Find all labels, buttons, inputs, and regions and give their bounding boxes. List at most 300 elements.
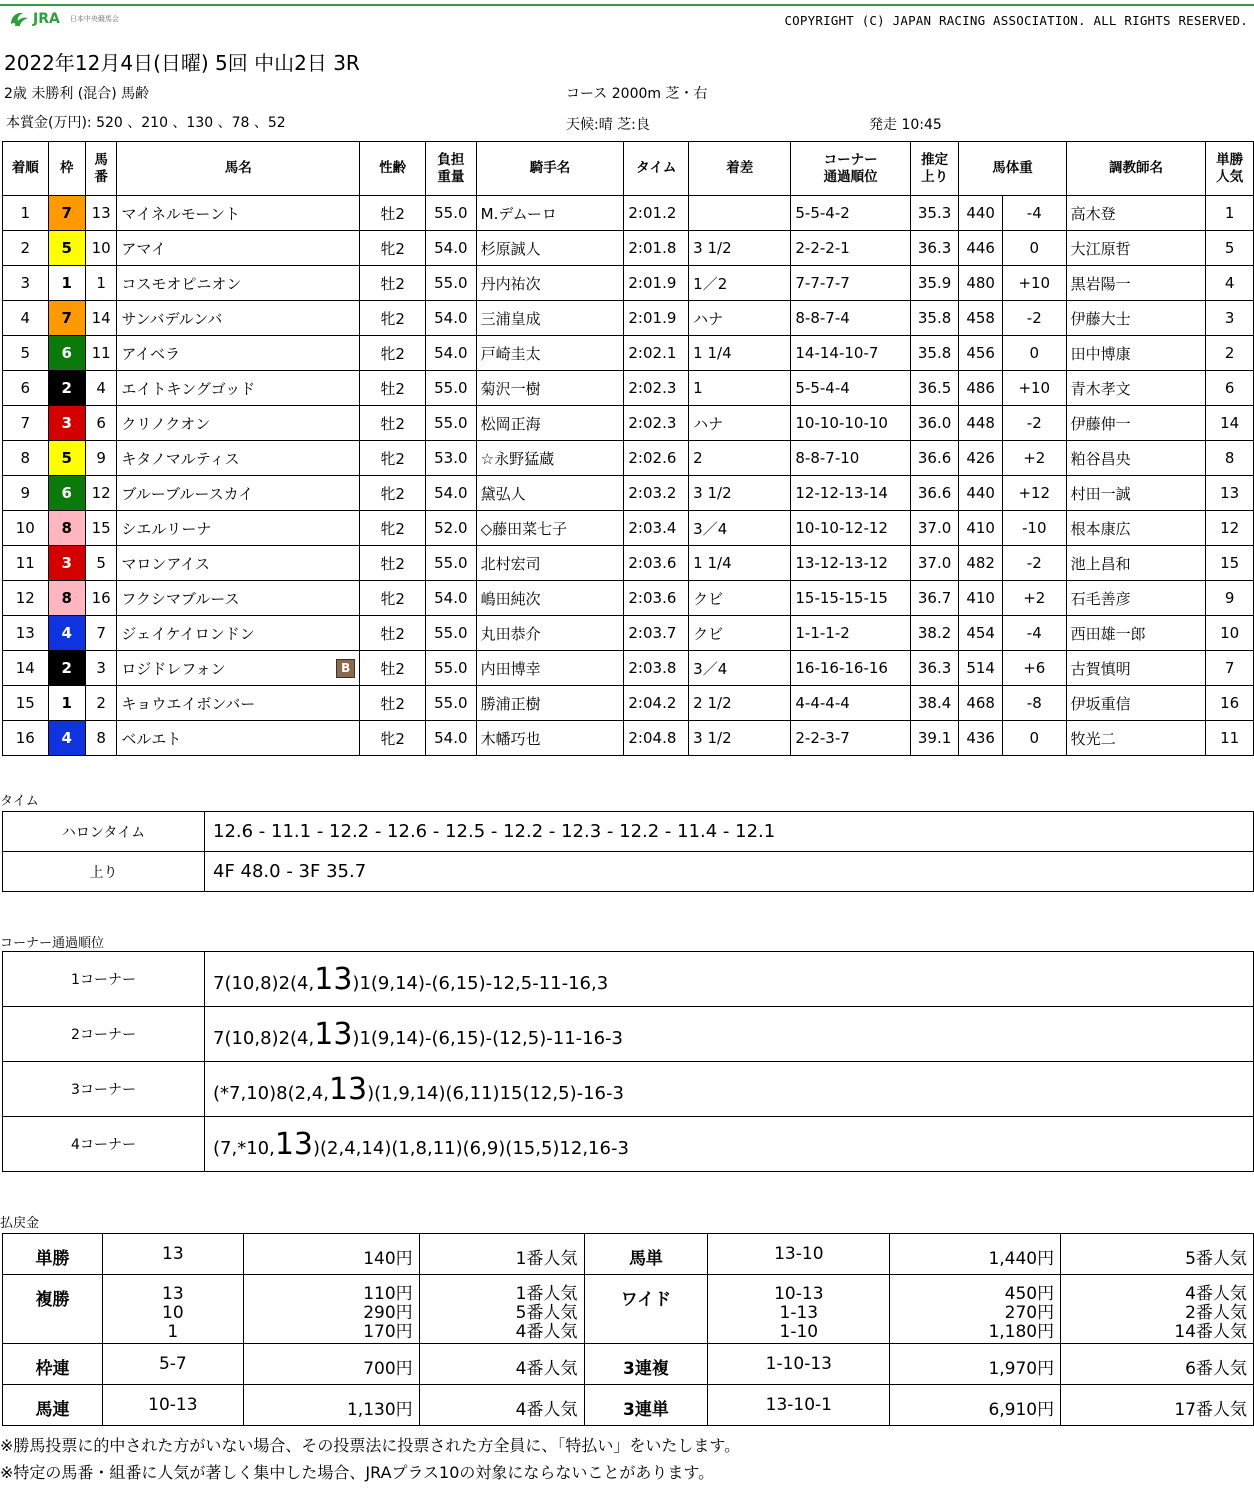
corner-cell: 10-10-10-10 xyxy=(791,406,910,441)
corner-cell: 2-2-2-1 xyxy=(791,231,910,266)
horse-name-cell[interactable] xyxy=(117,581,360,616)
waku-cell xyxy=(48,651,85,686)
weight-cell: 55.0 xyxy=(426,686,477,721)
race-start-time: 発走 10:45 xyxy=(869,117,942,133)
jockey-cell[interactable]: 杉原誠人 xyxy=(476,231,624,266)
margin-cell: 3／4 xyxy=(689,511,791,546)
trainer-cell[interactable]: 田中博康 xyxy=(1066,336,1206,371)
horse-name-cell[interactable] xyxy=(117,651,360,686)
payout-amount-line: 1,130円 xyxy=(346,1400,413,1420)
result-row xyxy=(3,266,1254,301)
trainer-cell[interactable]: 根本康広 xyxy=(1066,511,1206,546)
body-weight-cell: 458 xyxy=(959,301,1003,336)
waku-cell xyxy=(48,616,85,651)
weight-cell: 55.0 xyxy=(426,371,477,406)
horse-name-link[interactable]: フクシマブルース xyxy=(121,589,240,608)
race-title: 2022年12月4日(日曜) 5回 中山2日 3R xyxy=(4,51,360,75)
horse-name-cell[interactable] xyxy=(117,196,360,231)
payout-amount xyxy=(890,1234,1061,1275)
payout-amount-line: 170円 xyxy=(363,1322,413,1342)
weight-cell: 55.0 xyxy=(426,196,477,231)
sexage-cell: 牡2 xyxy=(360,686,426,721)
payout-amount-line: 700円 xyxy=(363,1359,413,1379)
sexage-cell: 牡2 xyxy=(360,371,426,406)
payout-popularity-line: 4番人気 xyxy=(1185,1284,1247,1304)
weight-cell: 55.0 xyxy=(426,651,477,686)
jockey-cell[interactable]: 戸崎圭太 xyxy=(476,336,624,371)
rank-cell: 13 xyxy=(3,616,49,651)
waku-badge: 6 xyxy=(49,476,85,510)
time-cell: 2:01.8 xyxy=(624,231,689,266)
payout-amount xyxy=(243,1344,419,1385)
margin-cell: クビ xyxy=(689,616,791,651)
trainer-cell[interactable]: 黒岩陽一 xyxy=(1066,266,1206,301)
horse-name-cell[interactable] xyxy=(117,441,360,476)
corner-cell: 7-7-7-7 xyxy=(791,266,910,301)
trainer-cell[interactable]: 村田一誠 xyxy=(1066,476,1206,511)
waku-badge: 7 xyxy=(49,301,85,335)
horse-name-link[interactable]: アイベラ xyxy=(121,344,180,363)
payout-amount xyxy=(243,1275,419,1344)
popularity-cell: 3 xyxy=(1206,301,1254,336)
horse-number-cell: 11 xyxy=(85,336,116,371)
trainer-cell[interactable]: 古賀慎明 xyxy=(1066,651,1206,686)
margin-cell: クビ xyxy=(689,581,791,616)
horse-name-link[interactable]: コスモオピニオン xyxy=(121,274,242,293)
rank-cell: 4 xyxy=(3,301,49,336)
payout-numbers xyxy=(708,1275,890,1344)
corner-cell: 4-4-4-4 xyxy=(791,686,910,721)
rank-cell: 11 xyxy=(3,546,49,581)
last3f-cell: 38.4 xyxy=(910,686,959,721)
last3f-cell: 36.6 xyxy=(910,441,959,476)
col-margin: 着差 xyxy=(689,142,791,196)
body-weight-diff-cell: +10 xyxy=(1002,371,1066,406)
horse-number-cell: 10 xyxy=(85,231,116,266)
margin-cell: 3 1/2 xyxy=(689,476,791,511)
jockey-cell[interactable]: ◇藤田菜七子 xyxy=(476,511,624,546)
margin-cell: ハナ xyxy=(689,301,791,336)
corner-cell: 15-15-15-15 xyxy=(791,581,910,616)
last3f-cell: 36.6 xyxy=(910,476,959,511)
horse-name-cell[interactable] xyxy=(117,546,360,581)
rank-cell: 16 xyxy=(3,721,49,756)
payout-amount xyxy=(243,1234,419,1275)
body-weight-diff-cell: 0 xyxy=(1002,231,1066,266)
rank-cell: 14 xyxy=(3,651,49,686)
horse-name-link[interactable]: マロンアイス xyxy=(121,554,210,573)
trainer-cell[interactable]: 粕谷昌央 xyxy=(1066,441,1206,476)
sexage-cell: 牡2 xyxy=(360,266,426,301)
sexage-cell: 牝2 xyxy=(360,336,426,371)
payout-popularity-line: 5番人気 xyxy=(515,1303,578,1323)
sexage-cell: 牡2 xyxy=(360,546,426,581)
time-cell: 2:03.6 xyxy=(624,546,689,581)
horse-name-link[interactable]: ロジドレフォン xyxy=(121,659,226,678)
sexage-cell: 牝2 xyxy=(360,581,426,616)
last3f-cell: 35.9 xyxy=(910,266,959,301)
corner-table xyxy=(2,951,1254,1172)
horse-number-cell: 15 xyxy=(85,511,116,546)
corner-cell: 16-16-16-16 xyxy=(791,651,910,686)
result-row xyxy=(3,476,1254,511)
payout-popularity-line: 4番人気 xyxy=(515,1322,578,1342)
corner-row xyxy=(3,1062,1254,1117)
waku-cell xyxy=(48,686,85,721)
horse-name-link[interactable]: エイトキングゴッド xyxy=(121,379,256,398)
weight-cell: 55.0 xyxy=(426,546,477,581)
horse-name-link[interactable]: シエルリーナ xyxy=(121,519,212,538)
payout-numbers xyxy=(708,1234,890,1275)
horse-number-cell: 8 xyxy=(85,721,116,756)
jockey-cell[interactable]: 勝浦正樹 xyxy=(476,686,624,721)
popularity-cell: 1 xyxy=(1206,196,1254,231)
body-weight-diff-cell: -8 xyxy=(1002,686,1066,721)
body-weight-diff-cell: +10 xyxy=(1002,266,1066,301)
payout-popularity xyxy=(419,1234,584,1275)
popularity-cell: 12 xyxy=(1206,511,1254,546)
time-cell: 2:02.1 xyxy=(624,336,689,371)
popularity-cell: 9 xyxy=(1206,581,1254,616)
payout-numbers xyxy=(102,1275,243,1344)
trainer-cell[interactable]: 伊坂重信 xyxy=(1066,686,1206,721)
corner-cell: 1-1-1-2 xyxy=(791,616,910,651)
body-weight-cell: 448 xyxy=(959,406,1003,441)
winner-highlight: 13 xyxy=(314,1016,353,1052)
payout-popularity-line: 14番人気 xyxy=(1174,1322,1247,1342)
payout-numbers-line: 1-10 xyxy=(779,1322,819,1342)
body-weight-cell: 410 xyxy=(959,581,1003,616)
payout-numbers-line: 13 xyxy=(162,1284,184,1304)
jockey-cell[interactable]: 木幡巧也 xyxy=(476,721,624,756)
waku-cell xyxy=(48,476,85,511)
winner-highlight: 13 xyxy=(314,961,353,997)
body-weight-diff-cell: -4 xyxy=(1002,616,1066,651)
last3f-cell: 39.1 xyxy=(910,721,959,756)
horse-name-link[interactable]: キョウエイボンバー xyxy=(121,694,256,713)
trainer-cell[interactable]: 青木孝文 xyxy=(1066,371,1206,406)
margin-cell: 1／2 xyxy=(689,266,791,301)
horse-number-cell: 12 xyxy=(85,476,116,511)
waku-badge: 2 xyxy=(49,371,85,405)
payout-popularity-line: 5番人気 xyxy=(1185,1249,1247,1269)
body-weight-diff-cell: -10 xyxy=(1002,511,1066,546)
payout-amount-line: 6,910円 xyxy=(988,1400,1055,1420)
margin-cell: ハナ xyxy=(689,406,791,441)
corner-section-label: コーナー通過順位 xyxy=(0,936,105,951)
horse-name-cell[interactable] xyxy=(117,336,360,371)
horse-name-cell[interactable] xyxy=(117,406,360,441)
trainer-cell[interactable]: 伊藤大士 xyxy=(1066,301,1206,336)
jra-logo-subtext: 日本中央競馬会 xyxy=(69,15,119,23)
last3f-cell: 35.8 xyxy=(910,336,959,371)
trainer-cell[interactable]: 高木登 xyxy=(1066,196,1206,231)
time-cell: 2:03.2 xyxy=(624,476,689,511)
rank-cell: 6 xyxy=(3,371,49,406)
result-row xyxy=(3,231,1254,266)
col-horse: 馬名 xyxy=(117,142,360,196)
payout-popularity xyxy=(419,1385,584,1426)
corner-cell: 8-8-7-4 xyxy=(791,301,910,336)
body-weight-diff-cell: -2 xyxy=(1002,301,1066,336)
corner-label: 2コーナー xyxy=(3,1007,205,1062)
sexage-cell: 牝2 xyxy=(360,301,426,336)
result-row xyxy=(3,511,1254,546)
corner-order: 7(10,8)2(4,13)1(9,14)-(6,15)-12,5-11-16,3 xyxy=(205,952,1254,1007)
horse-name-link[interactable]: マイネルモーント xyxy=(121,204,240,223)
horse-name-cell[interactable] xyxy=(117,721,360,756)
horse-name-link[interactable]: ブルーブルースカイ xyxy=(121,484,254,503)
waku-cell xyxy=(48,546,85,581)
body-weight-diff-cell: 0 xyxy=(1002,721,1066,756)
results-header-row xyxy=(3,142,1254,196)
weight-cell: 54.0 xyxy=(426,231,477,266)
horse-number-cell: 5 xyxy=(85,546,116,581)
margin-cell: 1 1/4 xyxy=(689,336,791,371)
corner-order: 7(10,8)2(4,13)1(9,14)-(6,15)-(12,5)-11-16-3 xyxy=(205,1007,1254,1062)
body-weight-cell: 468 xyxy=(959,686,1003,721)
corner-cell: 14-14-10-7 xyxy=(791,336,910,371)
popularity-cell: 8 xyxy=(1206,441,1254,476)
body-weight-diff-cell: -2 xyxy=(1002,546,1066,581)
jockey-cell[interactable]: 丸田恭介 xyxy=(476,616,624,651)
weight-cell: 54.0 xyxy=(426,581,477,616)
last3f-cell: 35.8 xyxy=(910,301,959,336)
waku-badge: 1 xyxy=(49,266,85,300)
body-weight-diff-cell: -4 xyxy=(1002,196,1066,231)
jockey-cell[interactable]: 北村宏司 xyxy=(476,546,624,581)
trainer-cell[interactable]: 石毛善彦 xyxy=(1066,581,1206,616)
payout-numbers-line: 1-10-13 xyxy=(765,1354,832,1374)
horse-number-cell: 4 xyxy=(85,371,116,406)
trainer-cell[interactable]: 西田雄一郎 xyxy=(1066,616,1206,651)
halon-row xyxy=(3,812,1254,852)
col-trainer: 調教師名 xyxy=(1066,142,1206,196)
agari-row xyxy=(3,852,1254,892)
rank-cell: 8 xyxy=(3,441,49,476)
horse-number-cell: 7 xyxy=(85,616,116,651)
horse-number-cell: 16 xyxy=(85,581,116,616)
result-row xyxy=(3,196,1254,231)
margin-cell: 1 xyxy=(689,371,791,406)
last3f-cell: 36.0 xyxy=(910,406,959,441)
time-cell: 2:03.8 xyxy=(624,651,689,686)
jockey-cell[interactable]: 丹内祐次 xyxy=(476,266,624,301)
horse-name-link[interactable]: キタノマルティス xyxy=(121,449,240,468)
payout-numbers-line: 10-13 xyxy=(148,1395,198,1415)
trainer-cell[interactable]: 伊藤伸一 xyxy=(1066,406,1206,441)
jockey-cell[interactable]: 嶋田純次 xyxy=(476,581,624,616)
horse-number-cell: 6 xyxy=(85,406,116,441)
rank-cell: 1 xyxy=(3,196,49,231)
rank-cell: 5 xyxy=(3,336,49,371)
horse-name-cell[interactable] xyxy=(117,266,360,301)
payout-popularity-line: 1番人気 xyxy=(515,1249,578,1269)
body-weight-cell: 514 xyxy=(959,651,1003,686)
jra-horse-icon xyxy=(8,10,30,28)
halon-value: 12.6 - 11.1 - 12.2 - 12.6 - 12.5 - 12.2 - 12.3 - 12.2 - 11.4 - 12.1 xyxy=(205,812,1254,852)
last3f-cell: 35.3 xyxy=(910,196,959,231)
jockey-cell[interactable]: 松岡正海 xyxy=(476,406,624,441)
sexage-cell: 牝2 xyxy=(360,476,426,511)
trainer-cell[interactable]: 大江原哲 xyxy=(1066,231,1206,266)
col-time: タイム xyxy=(624,142,689,196)
waku-cell xyxy=(48,441,85,476)
payout-popularity-line: 6番人気 xyxy=(1185,1359,1247,1379)
waku-badge: 7 xyxy=(49,196,85,230)
waku-cell xyxy=(48,336,85,371)
time-table xyxy=(2,811,1254,892)
time-cell: 2:03.4 xyxy=(624,511,689,546)
jra-logo[interactable] xyxy=(8,10,119,28)
waku-badge: 6 xyxy=(49,336,85,370)
weight-cell: 55.0 xyxy=(426,616,477,651)
popularity-cell: 4 xyxy=(1206,266,1254,301)
jockey-cell[interactable]: 三浦皇成 xyxy=(476,301,624,336)
horse-name-cell[interactable] xyxy=(117,511,360,546)
results-table xyxy=(2,141,1254,756)
payout-table xyxy=(2,1233,1254,1426)
payout-numbers-line: 13 xyxy=(162,1244,184,1264)
corner-cell: 2-2-3-7 xyxy=(791,721,910,756)
result-row xyxy=(3,336,1254,371)
payout-type-wakuren: 枠連 xyxy=(3,1344,103,1385)
margin-cell: 3 1/2 xyxy=(689,231,791,266)
payout-type-sanrentan: 3連単 xyxy=(584,1385,708,1426)
body-weight-cell: 480 xyxy=(959,266,1003,301)
corner-order: (*7,10)8(2,4,13)(1,9,14)(6,11)15(12,5)-16-3 xyxy=(205,1062,1254,1117)
sexage-cell: 牡2 xyxy=(360,406,426,441)
time-cell: 2:04.8 xyxy=(624,721,689,756)
corner-cell: 12-12-13-14 xyxy=(791,476,910,511)
time-cell: 2:01.9 xyxy=(624,301,689,336)
race-weather: 天候:晴 芝:良 xyxy=(566,117,650,133)
body-weight-cell: 440 xyxy=(959,476,1003,511)
waku-badge: 8 xyxy=(49,581,85,615)
sexage-cell: 牝2 xyxy=(360,231,426,266)
corner-cell: 10-10-12-12 xyxy=(791,511,910,546)
last3f-cell: 37.0 xyxy=(910,511,959,546)
last3f-cell: 36.3 xyxy=(910,651,959,686)
rank-cell: 3 xyxy=(3,266,49,301)
weight-cell: 52.0 xyxy=(426,511,477,546)
horse-name-link[interactable]: サンバデルンバ xyxy=(121,309,223,328)
time-cell: 2:04.2 xyxy=(624,686,689,721)
corner-label: 1コーナー xyxy=(3,952,205,1007)
body-weight-cell: 426 xyxy=(959,441,1003,476)
time-cell: 2:03.7 xyxy=(624,616,689,651)
race-prize: 本賞金(万円): 520 、210 、130 、78 、52 xyxy=(6,115,286,131)
jockey-cell[interactable]: 内田博幸 xyxy=(476,651,624,686)
last3f-cell: 36.7 xyxy=(910,581,959,616)
rank-cell: 7 xyxy=(3,406,49,441)
trainer-cell[interactable]: 池上昌和 xyxy=(1066,546,1206,581)
payout-numbers xyxy=(708,1385,890,1426)
payout-popularity-line: 1番人気 xyxy=(515,1284,578,1304)
waku-cell xyxy=(48,231,85,266)
col-rank: 着順 xyxy=(3,142,49,196)
waku-cell xyxy=(48,406,85,441)
jockey-cell[interactable]: 黛弘人 xyxy=(476,476,624,511)
horse-name-cell[interactable] xyxy=(117,686,360,721)
popularity-cell: 15 xyxy=(1206,546,1254,581)
horse-name-cell[interactable] xyxy=(117,231,360,266)
horse-name-link[interactable]: アマイ xyxy=(121,239,167,258)
sexage-cell: 牡2 xyxy=(360,616,426,651)
horse-number-cell: 2 xyxy=(85,686,116,721)
payout-numbers-line: 13-10-1 xyxy=(765,1395,832,1415)
payout-numbers-line: 5-7 xyxy=(158,1354,187,1374)
jockey-cell[interactable]: 菊沢一樹 xyxy=(476,371,624,406)
result-row xyxy=(3,651,1254,686)
waku-badge: 5 xyxy=(49,441,85,475)
body-weight-diff-cell: +2 xyxy=(1002,441,1066,476)
winner-highlight: 13 xyxy=(328,1071,368,1107)
col-corner: コーナー 通過順位 xyxy=(791,142,910,196)
sexage-cell: 牝2 xyxy=(360,441,426,476)
last3f-cell: 36.3 xyxy=(910,231,959,266)
horse-name-cell[interactable] xyxy=(117,371,360,406)
trainer-cell[interactable]: 牧光二 xyxy=(1066,721,1206,756)
waku-cell xyxy=(48,196,85,231)
waku-cell xyxy=(48,511,85,546)
horse-name-link[interactable]: ジェイケイロンドン xyxy=(121,624,255,643)
result-row xyxy=(3,441,1254,476)
payout-amount-line: 110円 xyxy=(363,1284,413,1304)
rank-cell: 12 xyxy=(3,581,49,616)
horse-name-link[interactable]: クリノクオン xyxy=(121,414,211,433)
time-cell: 2:01.2 xyxy=(624,196,689,231)
payout-amount-line: 1,180円 xyxy=(988,1322,1055,1342)
jockey-cell[interactable]: M.デムーロ xyxy=(476,196,624,231)
waku-badge: 1 xyxy=(49,686,85,720)
popularity-cell: 7 xyxy=(1206,651,1254,686)
popularity-cell: 13 xyxy=(1206,476,1254,511)
payout-amount-line: 1,970円 xyxy=(988,1359,1055,1379)
payout-type-wide: ワイド xyxy=(584,1275,708,1344)
col-num: 馬 番 xyxy=(85,142,116,196)
popularity-cell: 10 xyxy=(1206,616,1254,651)
result-row xyxy=(3,546,1254,581)
halon-label: ハロンタイム xyxy=(3,812,205,852)
race-course: コース 2000m 芝・右 xyxy=(566,86,708,102)
last3f-cell: 38.2 xyxy=(910,616,959,651)
rank-cell: 9 xyxy=(3,476,49,511)
payout-popularity xyxy=(1061,1234,1254,1275)
col-popularity: 単勝 人気 xyxy=(1206,142,1254,196)
body-weight-diff-cell: +2 xyxy=(1002,581,1066,616)
horse-number-cell: 9 xyxy=(85,441,116,476)
top-rule xyxy=(0,4,1254,6)
horse-name-link[interactable]: ベルエト xyxy=(121,729,182,748)
horse-name-cell[interactable] xyxy=(117,301,360,336)
result-row xyxy=(3,371,1254,406)
sexage-cell: 牝2 xyxy=(360,511,426,546)
col-body-weight: 馬体重 xyxy=(959,142,1066,196)
horse-name-cell[interactable] xyxy=(117,476,360,511)
corner-label: 4コーナー xyxy=(3,1117,205,1172)
agari-label: 上り xyxy=(3,852,205,892)
horse-name-cell[interactable] xyxy=(117,616,360,651)
col-waku: 枠 xyxy=(48,142,85,196)
corner-cell: 5-5-4-4 xyxy=(791,371,910,406)
weight-cell: 54.0 xyxy=(426,336,477,371)
sexage-cell: 牡2 xyxy=(360,651,426,686)
result-row xyxy=(3,581,1254,616)
body-weight-cell: 410 xyxy=(959,511,1003,546)
corner-row xyxy=(3,952,1254,1007)
jockey-cell[interactable]: ☆永野猛蔵 xyxy=(476,441,624,476)
